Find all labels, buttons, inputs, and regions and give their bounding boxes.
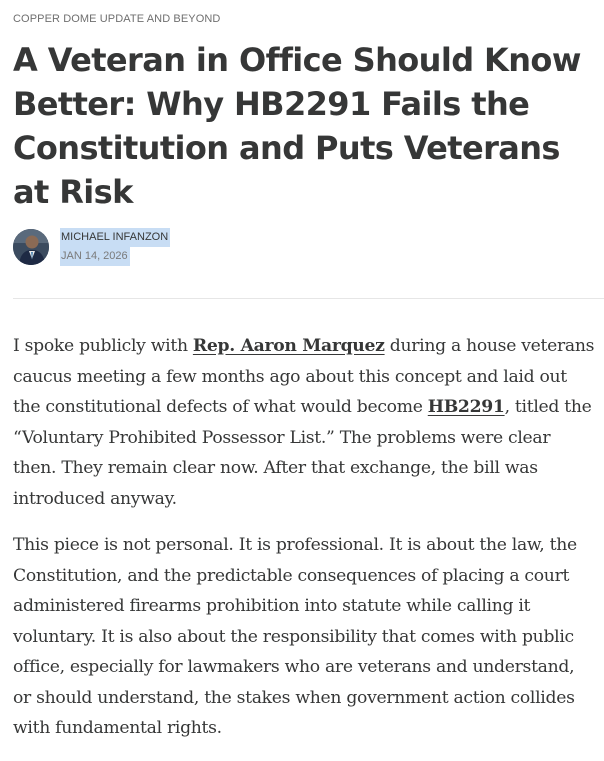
publication-name[interactable]: COPPER DOME UPDATE AND BEYOND bbox=[13, 13, 221, 25]
paragraph-1 bbox=[13, 331, 597, 514]
publish-date: JAN 14, 2026 bbox=[60, 247, 130, 266]
paragraph-1-text-b: during a house veterans caucus meeting a few months ago about this concept and laid out the constitutional defects of what would become bbox=[13, 336, 595, 417]
paragraph-1-text-c: , titled the “Voluntary Prohibited Possessor List.” The problems were clear then. They remain clear now. After that exchange, the bill was introduced anyway. bbox=[13, 397, 592, 509]
rep-aaron-marquez-link[interactable]: Rep. Aaron Marquez bbox=[192, 336, 385, 356]
article-title: A Veteran in Office Should Know Better: Why HB2291 Fails the Constitution and Puts Veterans at Risk bbox=[13, 41, 581, 211]
hb2291-link[interactable]: HB2291 bbox=[427, 397, 505, 417]
paragraph-1-text-a: I spoke publicly with bbox=[13, 336, 193, 356]
author-name-link[interactable]: MICHAEL INFANZON bbox=[60, 228, 170, 247]
author-avatar[interactable] bbox=[13, 229, 49, 265]
avatar-icon bbox=[13, 229, 49, 265]
divider bbox=[13, 298, 604, 299]
byline bbox=[13, 228, 313, 268]
article-body bbox=[13, 331, 597, 760]
paragraph-2: This piece is not personal. It is professional. It is about the law, the Constitution, and the predictable consequences of placing a court administered firearms prohibition into statute while calling it voluntary. It is also about the responsibility that comes with public office, especially for lawmakers who are veterans and understand, or should understand, the stakes when government action collides with fundamental rights. bbox=[13, 535, 577, 738]
